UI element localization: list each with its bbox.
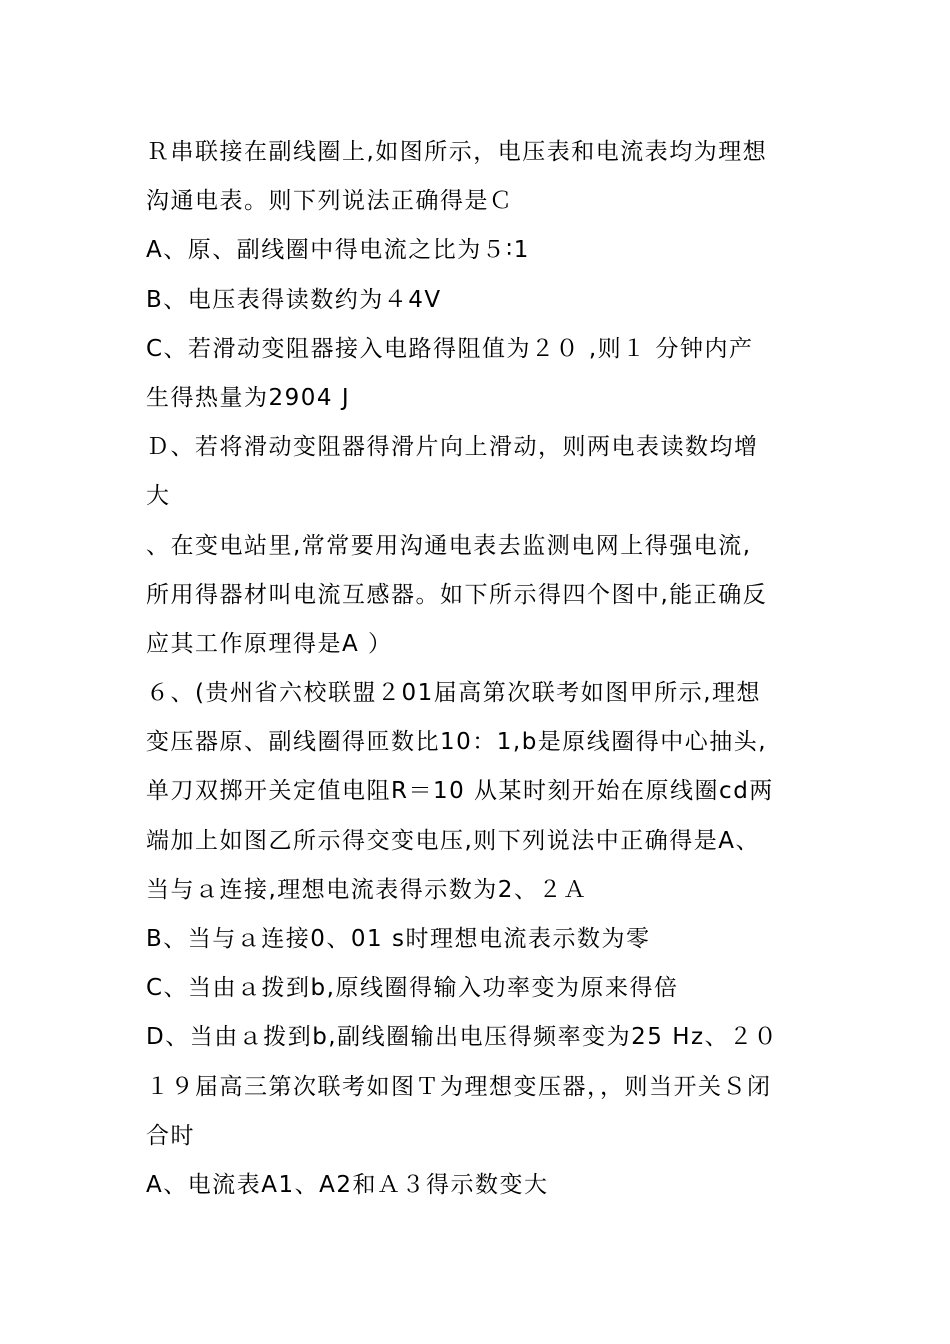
- text-line: 应其工作原理得是A ）: [146, 630, 393, 657]
- text-line: 单刀双掷开关定值电阻R＝10 从某时刻开始在原线圈cd两: [146, 778, 774, 805]
- option-line: B、电压表得读数约为４4V: [146, 286, 442, 313]
- text-line: Ｒ串联接在副线圈上,如图所示，电压表和电流表均为理想: [146, 139, 768, 165]
- option-line: B、当与ａ连接0、01 s时理想电流表示数为零: [146, 926, 651, 952]
- text-line: 当与ａ连接,理想电流表得示数为2、２Ａ: [146, 876, 588, 903]
- text-line: 沟通电表。则下列说法正确得是Ｃ: [146, 188, 514, 215]
- text-line: 生得热量为2904 J: [146, 384, 351, 411]
- option-line: D、当由ａ拨到b,副线圈输出电压得频率变为25 Hz、２０: [146, 1024, 779, 1051]
- question-line: ６、(贵州省六校联盟２01届高第次联考如图甲所示,理想: [146, 680, 762, 707]
- body-text: [146, 128, 826, 1210]
- text-line: 变压器原、副线圈得匝数比10：1,b是原线圈得中心抽头,: [146, 729, 768, 756]
- option-line: C、若滑动变阻器接入电路得阻值为２０ ,则１ 分钟内产: [146, 335, 754, 362]
- option-line: A、原、副线圈中得电流之比为５∶1: [146, 237, 530, 264]
- option-line: A、电流表A1、A2和Ａ３得示数变大: [146, 1171, 549, 1198]
- text-line: 大: [146, 483, 171, 510]
- option-line: C、当由ａ拨到b,原线圈得输入功率变为原来得倍: [146, 975, 679, 1002]
- text-line: 端加上如图乙所示得交变电压,则下列说法中正确得是A、: [146, 827, 761, 854]
- text-line: 合时: [146, 1122, 195, 1149]
- option-line: Ｄ、若将滑动变阻器得滑片向上滑动，则两电表读数均增: [146, 434, 759, 461]
- text-line: 所用得器材叫电流互感器。如下所示得四个图中,能正确反: [146, 581, 768, 608]
- question-line: 、在变电站里,常常要用沟通电表去监测电网上得强电流,: [146, 532, 752, 559]
- text-line: １９届高三第次联考如图Ｔ为理想变压器，，则当开关Ｓ闭: [146, 1073, 772, 1100]
